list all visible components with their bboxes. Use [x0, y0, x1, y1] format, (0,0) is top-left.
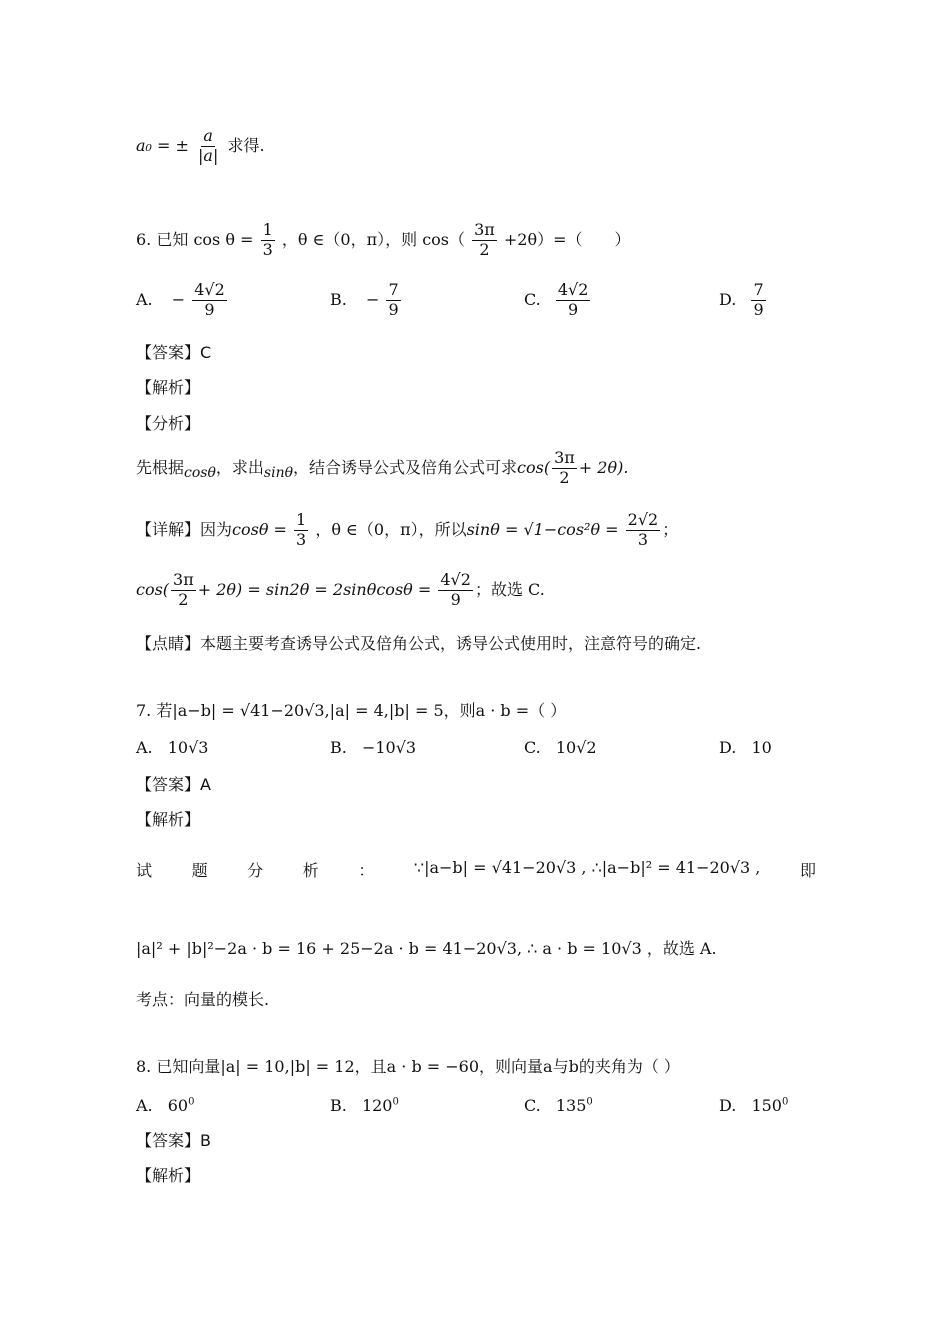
q6-stem: 6. 已知 cos θ = $\frac{1}{3}$ ，θ ∈（0，π），则 cos（ $\frac{3\pi}{2}$ +2θ）=（ ）	[136, 220, 631, 259]
intro-lhs: a₀ = ±	[136, 135, 189, 155]
q6-option-c: C. $\frac{4√2}{9}$	[524, 280, 589, 319]
q7-option-c: C. 10√2	[524, 738, 597, 757]
q6-option-b: B. − $\frac{7}{9}$	[330, 280, 399, 319]
q6-detail-line1: 【详解】因为cosθ = $\frac{1}{3}$ ，θ ∈（0，π），所以sinθ = √1−cos²θ = $\frac{2√2}{3}$ ；	[136, 510, 679, 549]
q8-option-a: A. $60^0$	[136, 1096, 195, 1115]
q8-answer: 【答案】B	[136, 1131, 211, 1150]
q6-fenxi-heading: 【分析】	[136, 414, 201, 433]
q7-option-a: A. 10√3	[136, 738, 209, 757]
q7-analysis-heading: 【解析】	[136, 810, 201, 829]
q6-option-d: D. $\frac{7}{9}$	[719, 280, 764, 319]
q7-analysis-line1: 试 题 分 析 ： ∵|a−b| = √41−20√3 , ∴|a−b|² = 41−20√3 , 即	[136, 858, 816, 880]
q7-option-d: D. 10	[719, 738, 772, 757]
q8-analysis-heading: 【解析】	[136, 1166, 201, 1185]
q6-answer: 【答案】C	[136, 343, 212, 362]
intro-line	[136, 128, 265, 165]
intro-fraction: $\frac{a}{|a|}$	[198, 126, 219, 165]
q8-option-c: C. $135^0$	[524, 1096, 593, 1115]
q8-option-b: B. $120^0$	[330, 1096, 399, 1115]
q8-stem: 8. 已知向量|a| = 10,|b| = 12，且a · b = −60，则向量a与b的夹角为（ ）	[136, 1057, 680, 1076]
q6-analysis-heading: 【解析】	[136, 378, 201, 397]
q7-stem: 7. 若|a−b| = √41−20√3,|a| = 4,|b| = 5，则a · b =（ ）	[136, 701, 567, 720]
q7-kaodian: 考点：向量的模长.	[136, 990, 270, 1009]
q7-analysis-line2: |a|² + |b|²−2a · b = 16 + 25−2a · b = 41−20√3, ∴ a · b = 10√3 ，故选 A.	[136, 939, 717, 958]
q7-option-b: B. −10√3	[330, 738, 417, 757]
q6-detail-line2: cos( $\frac{3\pi}{2}$ + 2θ) = sin2θ = 2sinθcosθ = $\frac{4√2}{9}$ ；故选 C.	[136, 570, 545, 609]
q6-comment: 【点睛】本题主要考查诱导公式及倍角公式，诱导公式使用时，注意符号的确定.	[136, 634, 702, 653]
q6-option-a: A. − $\frac{4√2}{9}$	[136, 280, 225, 319]
q7-answer: 【答案】A	[136, 775, 211, 794]
intro-tail: 求得.	[227, 135, 265, 155]
q6-fenxi-text: 先根据$_{cos\theta}$，求出$_{sin\theta}$，结合诱导公式及倍角公式可求cos( $\frac{3\pi}{2}$ + 2θ).	[136, 448, 629, 487]
q8-option-d: D. $150^0$	[719, 1096, 789, 1115]
